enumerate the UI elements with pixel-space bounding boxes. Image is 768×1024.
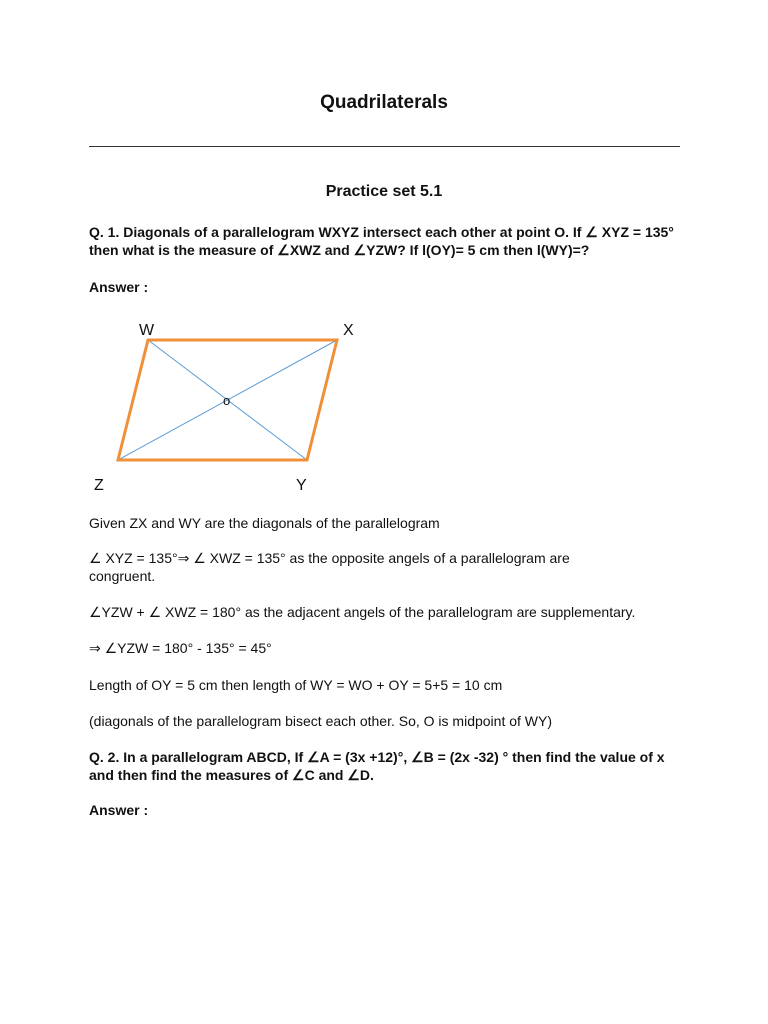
answer-line-2: ∠ XYZ = 135°⇒ ∠ XWZ = 135° as the opposite angels of a parallelogram are congruent.	[89, 550, 570, 584]
answer-line-6: (diagonals of the parallelogram bisect each other. So, O is midpoint of WY)	[89, 713, 553, 729]
vertex-label-y: Y	[296, 477, 307, 494]
vertex-label-w: W	[139, 322, 155, 339]
point-label-o: o	[223, 393, 231, 408]
answer-line-3: ∠YZW + ∠ XWZ = 180° as the adjacent angels of the parallelogram are supplementary.	[89, 604, 636, 620]
section-title: Practice set 5.1	[325, 183, 443, 200]
page-title: Quadrilaterals	[320, 92, 448, 113]
answer-label-2: Answer :	[89, 802, 149, 818]
vertex-label-z: Z	[94, 477, 104, 494]
answer-line-4: ⇒ ∠YZW = 180° - 135° = 45°	[89, 640, 272, 656]
question-1: Q. 1. Diagonals of a parallelogram WXYZ intersect each other at point O. If ∠ XYZ = 135° then what is the measure of ∠XWZ and ∠YZW? If l(OY)= 5 cm then l(WY)=?	[89, 224, 674, 258]
vertex-label-x: X	[343, 322, 354, 339]
answer-line-1: Given ZX and WY are the diagonals of the parallelogram	[89, 515, 440, 531]
answer-label-1: Answer :	[89, 279, 149, 295]
answer-line-5: Length of OY = 5 cm then length of WY = WO + OY = 5+5 = 10 cm	[89, 677, 503, 693]
question-2: Q. 2. In a parallelogram ABCD, If ∠A = (3x +12)°, ∠B = (2x -32) ° then find the value of x and then find the measures of ∠C and ∠D.	[89, 749, 665, 783]
